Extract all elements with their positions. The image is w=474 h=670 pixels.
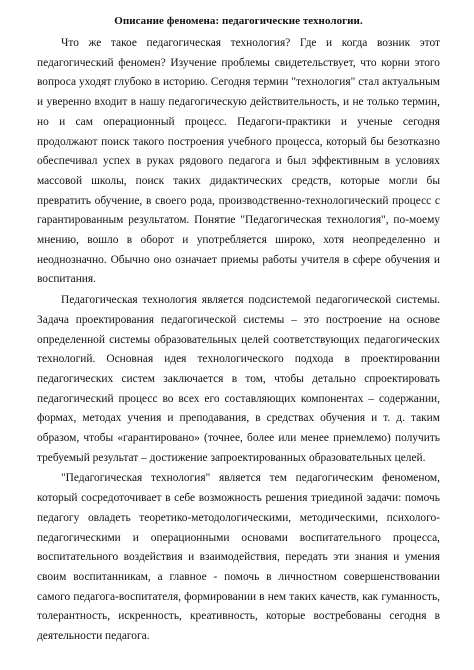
paragraph-3: "Педагогическая технология" является тем педагогическим феноменом, который сосредоточивает в себе возможность решения триединой задачи: помочь педагогу овладеть теоретико-методологическими, методическими, психолого-педагогическими и операционными основами воспитательного процесса, воспитательного воздействия и взаимодействия, передать эти знания и умения своим воспитанникам, а главное - помочь в личностном совершенствовании самого педагога-воспитателя, формировании в нем таких качеств, как гуманность, толерантность, искренность, креативность, которые востребованы сегодня в деятельности педагога. bbox=[37, 472, 440, 643]
paragraph-2: Педагогическая технология является подсистемой педагогической системы. Задача проектирования педагогической системы – это построение на основе определенной системы образовательных целей соответствующих педагогических технологий. Основная идея технологического подхода в проектировании педагогических систем заключается в том, чтобы детально спроектировать педагогический процесс во всех его составляющих компонентах – содержании, формах, методах учения и преподавания, в средствах обучения и т. д. таким образом, чтобы «гарантировано» (точнее, более или менее приемлемо) получить требуемый результат – достижение запроектированных образовательных целей. bbox=[37, 294, 440, 464]
document-title: Описание феномена: педагогические технологии. bbox=[114, 15, 363, 27]
paragraph-1: Что же такое педагогическая технология? Где и когда возник этот педагогический феномен? Изучение проблемы свидетельствует, что корни этого вопроса уходят глубоко в историю. Сегодня термин "технология" стал актуальным и уверенно входит в нашу педагогическую действительность, и не только термин, но и сам операционный процесс. Педагоги-практики и ученые сегодня продолжают поиск такого построения учебного процесса, который бы безотказно обеспечивал успех в руках рядового педагога и был эффективным в условиях массовой школы, поиск таких дидактических средств, которые могли бы превратить обучение, в своего рода, производственно-технологический процесс с гарантированным результатом. Понятие "Педагогическая технология", по-моему мнению, вошло в оборот и употребляется широко, хотя неопределенно и неоднозначно. Обычно оно означает приемы работы учителя в сфере обучения и воспитания. bbox=[37, 37, 440, 286]
